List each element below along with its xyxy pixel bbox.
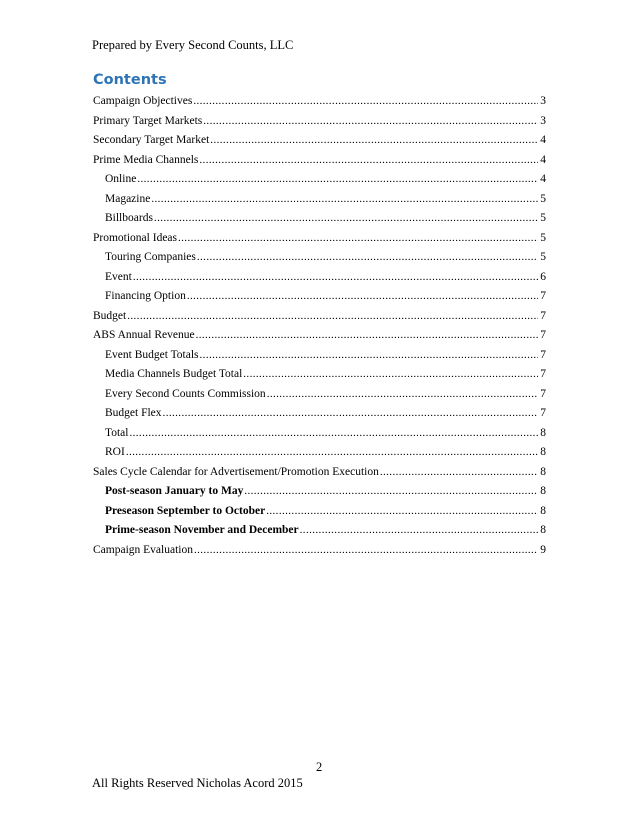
toc-entry[interactable] (93, 112, 546, 132)
toc-entry-page: 8 (540, 524, 546, 536)
toc-entry-title: Prime-season November and December (105, 524, 299, 536)
toc-dot-leader (163, 404, 538, 424)
toc-heading: Contents (93, 72, 167, 88)
table-of-contents (93, 92, 546, 560)
toc-entry-page: 8 (540, 426, 546, 439)
toc-entry[interactable] (93, 151, 546, 171)
toc-dot-leader (193, 92, 538, 112)
toc-entry-page: 5 (540, 251, 546, 263)
toc-entry-title: ABS Annual Revenue (93, 329, 195, 341)
toc-entry[interactable] (93, 404, 546, 424)
toc-dot-leader (210, 131, 538, 151)
page-footer: All Rights Reserved Nicholas Acord 2015 (92, 776, 303, 790)
toc-dot-leader (129, 424, 538, 444)
toc-dot-leader (200, 346, 538, 366)
toc-entry-page: 7 (540, 368, 546, 380)
toc-entry-page: 7 (540, 329, 546, 341)
toc-dot-leader (267, 385, 538, 405)
toc-entry[interactable] (93, 385, 546, 405)
toc-entry[interactable] (93, 170, 546, 190)
toc-entry-page: 5 (540, 212, 546, 224)
toc-entry-title: Secondary Target Market (93, 134, 210, 146)
toc-entry-page: 7 (540, 348, 546, 361)
toc-entry[interactable] (93, 463, 546, 483)
toc-dot-leader (137, 170, 538, 190)
toc-entry-title: Online (105, 173, 137, 185)
page-number: 2 (316, 760, 323, 774)
toc-entry-page: 4 (540, 134, 546, 146)
toc-entry[interactable] (93, 424, 546, 444)
toc-entry-page: 4 (540, 173, 546, 185)
toc-entry-title: Touring Companies (105, 251, 196, 263)
toc-entry[interactable] (93, 209, 546, 229)
toc-entry-page: 3 (540, 95, 546, 107)
toc-dot-leader (194, 541, 538, 561)
toc-entry[interactable] (93, 92, 546, 112)
toc-entry[interactable] (93, 229, 546, 249)
toc-dot-leader (266, 502, 538, 522)
toc-dot-leader (199, 151, 538, 171)
toc-entry-page: 7 (540, 290, 546, 302)
toc-entry-title: Sales Cycle Calendar for Advertisement/Promotion Execution (93, 465, 379, 478)
toc-entry[interactable] (93, 482, 546, 502)
toc-entry-title: Billboards (105, 212, 153, 224)
toc-entry[interactable] (93, 521, 546, 541)
toc-dot-leader (244, 482, 538, 502)
toc-entry[interactable] (93, 443, 546, 463)
toc-entry-title: Promotional Ideas (93, 231, 177, 244)
toc-entry-page: 7 (540, 309, 546, 322)
toc-entry-page: 7 (540, 407, 546, 419)
toc-entry[interactable] (93, 346, 546, 366)
toc-entry-title: Financing Option (105, 290, 186, 302)
toc-entry-title: Prime Media Channels (93, 153, 199, 166)
toc-entry-page: 7 (540, 387, 546, 400)
toc-dot-leader (151, 190, 538, 210)
toc-entry-title: Budget Flex (105, 407, 162, 419)
toc-entry-page: 5 (540, 231, 546, 244)
toc-entry-page: 5 (540, 192, 546, 205)
toc-entry-title: Event (105, 270, 132, 283)
toc-entry-title: Campaign Evaluation (93, 543, 193, 556)
toc-entry-title: Post-season January to May (105, 485, 244, 497)
toc-entry[interactable] (93, 541, 546, 561)
toc-entry-title: Every Second Counts Commission (105, 387, 266, 400)
toc-entry[interactable] (93, 326, 546, 346)
toc-entry[interactable] (93, 248, 546, 268)
toc-dot-leader (126, 443, 538, 463)
toc-entry-page: 8 (540, 446, 546, 458)
toc-entry[interactable] (93, 502, 546, 522)
toc-dot-leader (154, 209, 538, 229)
toc-entry[interactable] (93, 365, 546, 385)
toc-entry[interactable] (93, 287, 546, 307)
toc-entry[interactable] (93, 268, 546, 288)
toc-dot-leader (178, 229, 538, 249)
toc-entry-title: Budget (93, 309, 127, 322)
toc-dot-leader (127, 307, 538, 327)
toc-entry-page: 3 (540, 114, 546, 127)
toc-entry-page: 8 (540, 465, 546, 478)
toc-entry-page: 9 (540, 543, 546, 556)
toc-entry-title: ROI (105, 446, 125, 458)
toc-dot-leader (380, 463, 538, 483)
toc-entry-page: 8 (540, 485, 546, 497)
toc-entry-title: Event Budget Totals (105, 348, 199, 361)
toc-dot-leader (133, 268, 538, 288)
toc-entry[interactable] (93, 131, 546, 151)
toc-dot-leader (197, 248, 538, 268)
toc-entry-title: Primary Target Markets (93, 114, 203, 127)
toc-entry-page: 4 (540, 153, 546, 166)
toc-entry-page: 6 (540, 270, 546, 283)
toc-dot-leader (300, 521, 538, 541)
toc-dot-leader (187, 287, 538, 307)
toc-dot-leader (203, 112, 538, 132)
page-header: Prepared by Every Second Counts, LLC (92, 38, 294, 52)
toc-entry-title: Campaign Objectives (93, 95, 193, 107)
toc-entry[interactable] (93, 307, 546, 327)
toc-dot-leader (196, 326, 538, 346)
toc-entry-title: Total (105, 426, 129, 439)
toc-entry-title: Media Channels Budget Total (105, 368, 243, 380)
toc-entry-title: Preseason September to October (105, 504, 266, 517)
toc-entry-title: Magazine (105, 192, 151, 205)
toc-entry[interactable] (93, 190, 546, 210)
toc-entry-page: 8 (540, 504, 546, 517)
toc-dot-leader (243, 365, 538, 385)
